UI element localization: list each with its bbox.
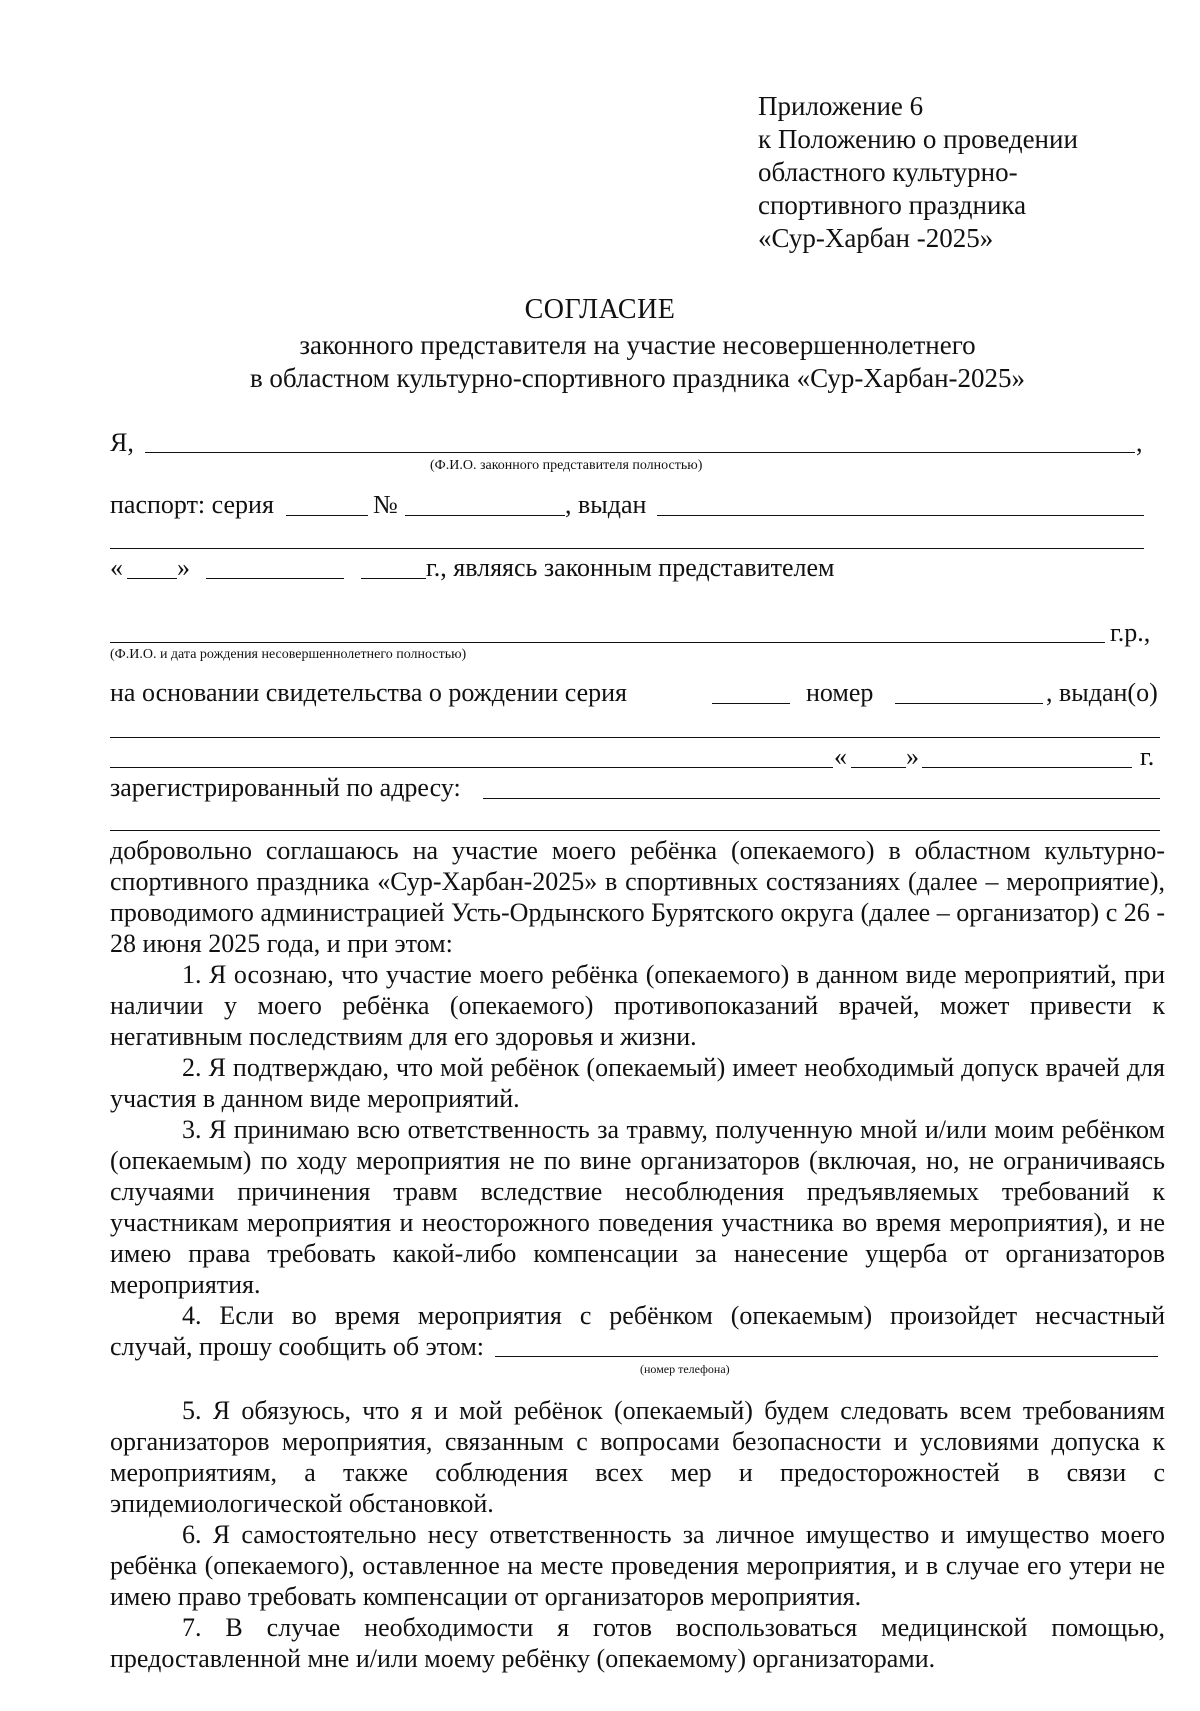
date-quote-open: « [110,553,123,582]
passport-number-field[interactable] [405,515,565,516]
cert-year-label: г. [1140,742,1155,771]
issue-year-field[interactable] [361,578,426,579]
cert-date-quote-open: « [834,742,847,771]
passport-series-label: паспорт: серия [110,490,274,519]
clause-3: 3. Я принимаю всю ответственность за травму, полученную мной и/или моим ребёнком (опекаемым) по ходу мероприятия не по вине организаторов (включая, но, не ограничиваясь случаями причинения травм вследствие несоблюдения предъявляемых требований к участникам мероприятия и неосторожного поведения участника во время мероприятия), и не имею права требовать какой-либо компенсации за нанесение ущерба от организаторов мероприятия. [110,1115,1165,1299]
passport-issued-label: , выдан [565,490,647,519]
passport-series-field[interactable] [286,515,368,516]
ya-label: Я, [110,428,134,457]
intro-paragraph: добровольно соглашаюсь на участие моего ребёнка (опекаемого) в областном культурно-спортивного праздника «Сур-Харбан-2025» в спортивных состязаниях (далее – мероприятие), проводимого администрацией Усть-Ордынского Бурятского округа (далее – организатор) с 26 - 28 июня 2025 года, и при этом: [110,836,1165,958]
document-title: СОГЛАСИЕ [524,294,676,325]
address-field-continued[interactable] [110,830,1160,831]
appendix-line-1: Приложение 6 [758,91,924,121]
cert-day-field[interactable] [851,767,906,768]
appendix-line-5: «Сур-Харбан -2025» [758,223,994,253]
birth-year-label: г.р., [1110,618,1151,647]
cert-date-quote-close: » [906,742,919,771]
appendix-line-3: областного культурно- [758,157,1018,187]
clause-5: 5. Я обязуюсь, что я и мой ребёнок (опекаемый) будем следовать всем требованиям организаторов мероприятия, связанным с вопросами безопасности и условиями допуска к мероприятиям, а также соблюдения всех мер и предосторожностей в связи с эпидемиологической обстановкой. [110,1396,1165,1518]
address-label: зарегистрированный по адресу: [110,773,461,802]
birth-cert-issued-by-field-continued[interactable] [110,767,833,768]
clause-4-line-1: 4. Если во время мероприятия с ребёнком (опекаемым) произойдет несчастный [182,1301,1165,1330]
clause-2: 2. Я подтверждаю, что мой ребёнок (опекаемый) имеет необходимый допуск врачей для участия в данном виде мероприятий. [110,1053,1165,1113]
document-subtitle-line-1: законного представителя на участие несовершеннолетнего [299,330,976,360]
caption-phone-number: (номер телефона) [640,1362,730,1376]
cert-month-year-field[interactable] [922,767,1132,768]
passport-number-sign: № [373,490,398,519]
parent-name-field[interactable] [145,452,1135,453]
birth-cert-series-field[interactable] [712,703,790,704]
appendix-line-2: к Положению о проведении [758,124,1078,154]
birth-certificate-label: на основании свидетельства о рождении серия [110,678,627,707]
issue-month-field[interactable] [206,578,344,579]
clause-6: 6. Я самостоятельно несу ответственность за личное имущество и имущество моего ребёнка (опекаемого), оставленное на месте проведения мероприятия, и в случае его утери не имею право требовать компенсации от организаторов мероприятия. [110,1520,1165,1611]
legal-representative-text: г., являясь законным представителем [426,553,835,582]
birth-cert-number-field[interactable] [895,703,1043,704]
document-subtitle-line-2: в областном культурно-спортивного праздника «Сур-Харбан-2025» [249,363,1026,393]
birth-cert-issued-label: , выдан(о) [1046,678,1158,707]
birth-cert-number-label: номер [806,678,874,707]
date-quote-close: » [177,553,190,582]
clause-4-line-2: случай, прошу сообщить об этом: [110,1332,484,1361]
issue-day-field[interactable] [127,578,177,579]
caption-parent-name: (Ф.И.О. законного представителя полностью) [430,458,703,473]
passport-issued-by-field[interactable] [657,515,1144,516]
birth-cert-issued-by-field[interactable] [110,737,1160,738]
caption-child-name: (Ф.И.О. и дата рождения несовершеннолетнего полностью) [110,647,467,662]
appendix-line-4: спортивного праздника [758,190,1027,220]
comma-mark: , [1136,428,1143,457]
clause-7: 7. В случае необходимости я готов воспользоваться медицинской помощью, предоставленной мне и/или моему ребёнку (опекаемому) организаторами. [110,1613,1165,1673]
child-name-birthdate-field[interactable] [110,642,1105,643]
phone-number-field[interactable] [495,1356,1158,1357]
address-field[interactable] [483,798,1160,799]
clause-1: 1. Я осознаю, что участие моего ребёнка (опекаемого) в данном виде мероприятий, при наличии у моего ребёнка (опекаемого) противопоказаний врачей, может привести к негативным последствиям для его здоровья и жизни. [110,960,1165,1051]
passport-issued-by-field-continued[interactable] [110,548,1144,549]
appendix-block [758,90,1078,255]
